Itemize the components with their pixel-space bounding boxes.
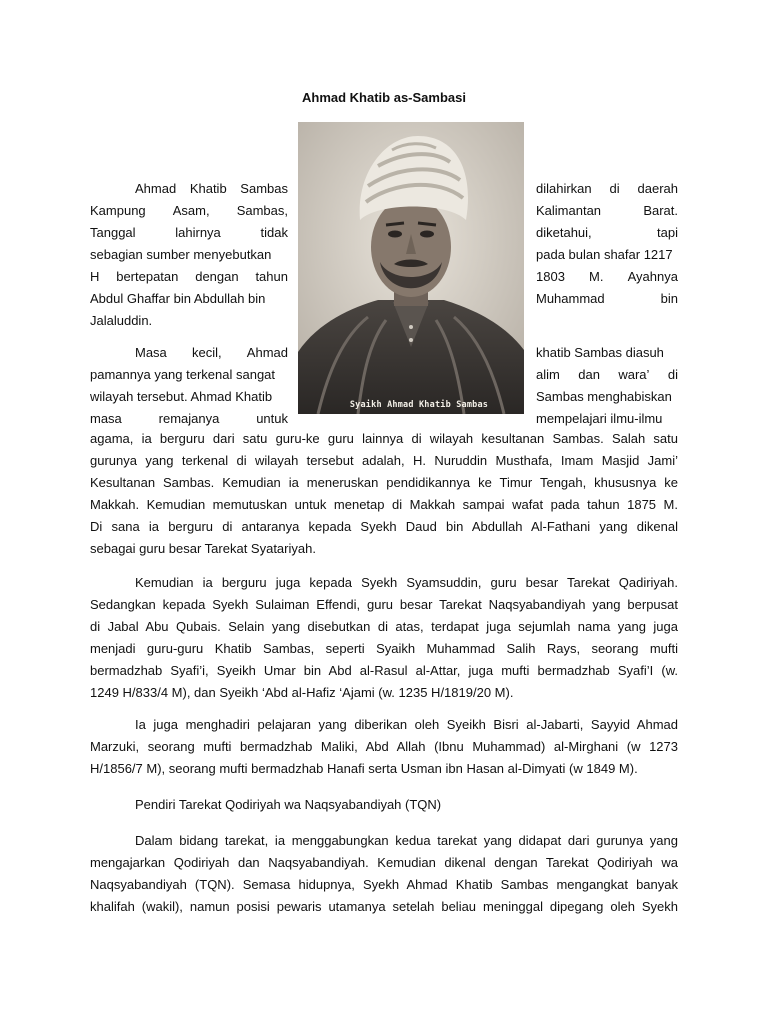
text-line bbox=[536, 266, 678, 288]
word: Abdul Ghaffar bin Abdullah bin bbox=[90, 291, 266, 306]
word: daerah bbox=[637, 181, 678, 196]
text-line bbox=[90, 386, 272, 408]
word: dilahirkan bbox=[536, 181, 592, 196]
word: pamannya yang terkenal sangat bbox=[90, 367, 276, 382]
text-line: Kemudian ia berguru juga kepada Syekh Syamsuddin, guru besar Tarekat Qadiriyah. bbox=[135, 575, 678, 590]
word: bertepatan bbox=[116, 269, 179, 284]
word: wilayah tersebut. Ahmad Khatib bbox=[90, 389, 273, 404]
text-line bbox=[90, 288, 265, 310]
text-line: khalifah (wakil), namun posisi pewaris utamanya setelah beliau meninggal dipegang oleh Syekh bbox=[90, 899, 678, 914]
word: di bbox=[667, 367, 678, 382]
word: pada bulan shafar 1217 bbox=[536, 247, 673, 262]
word: Sambas bbox=[240, 181, 288, 196]
paragraph-5 bbox=[90, 830, 678, 918]
word: di bbox=[609, 181, 620, 196]
text-line bbox=[90, 310, 152, 332]
text-line bbox=[536, 244, 673, 266]
text-line bbox=[90, 200, 288, 222]
word: alim bbox=[536, 367, 560, 382]
word: M. bbox=[589, 269, 604, 284]
paragraph-4 bbox=[90, 714, 678, 780]
word: Tanggal bbox=[90, 225, 136, 240]
word: mempelajari ilmu-ilmu bbox=[536, 411, 663, 426]
word: Kampung bbox=[90, 203, 146, 218]
text-line: bermadzhab Syafi’i, Syeikh Umar bin Abd al-Rasul al-Attar, juga mufti bermadzhab Syafi’I (w. bbox=[90, 663, 678, 678]
text-line bbox=[536, 408, 662, 430]
word: Jalaluddin. bbox=[90, 313, 153, 328]
text-line bbox=[135, 178, 288, 200]
word: 1803 bbox=[536, 269, 565, 284]
text-line bbox=[536, 364, 678, 386]
word: Asam, bbox=[172, 203, 210, 218]
portrait-photo bbox=[298, 122, 524, 414]
word: tidak bbox=[260, 225, 288, 240]
text-line: sebagai guru besar Tarekat Syatariyah. bbox=[90, 541, 316, 556]
word: Ahmad bbox=[135, 181, 177, 196]
text-line bbox=[135, 342, 288, 364]
word: sebagian sumber menyebutkan bbox=[90, 247, 272, 262]
text-line: agama, ia berguru dari satu guru-ke guru lainnya di wilayah kesultanan Sambas. Salah satu bbox=[90, 431, 678, 446]
text-line bbox=[536, 200, 678, 222]
text-line bbox=[536, 178, 678, 200]
word: Kalimantan bbox=[536, 203, 602, 218]
word: Ahmad bbox=[246, 345, 288, 360]
paragraph-2-continuation bbox=[90, 428, 678, 560]
text-line: H/1856/7 M), seorang mufti bermadzhab Hanafi serta Usman ibn Hasan al-Dimyati (w 1849 M). bbox=[90, 761, 638, 776]
text-line bbox=[536, 222, 678, 244]
text-line: Sedangkan kepada Syekh Sulaiman Effendi, guru besar Tarekat Naqsyabandiyah yang berpusat bbox=[90, 597, 678, 612]
section-subheading: Pendiri Tarekat Qodiriyah wa Naqsyabandiyah (TQN) bbox=[135, 797, 442, 812]
text-line bbox=[536, 342, 664, 364]
text-line: Kesultanan Sambas. Kemudian ia meneruskan pendidikannya ke Timur Tengah, khususnya ke bbox=[90, 475, 678, 490]
text-line bbox=[90, 244, 271, 266]
word: khatib Sambas diasuh bbox=[536, 345, 664, 360]
portrait-illustration bbox=[298, 122, 524, 414]
word: dengan bbox=[195, 269, 239, 284]
document-title: Ahmad Khatib as-Sambasi bbox=[302, 90, 466, 105]
text-line bbox=[90, 408, 288, 430]
word: Sambas, bbox=[236, 203, 288, 218]
paragraph-3 bbox=[90, 572, 678, 704]
text-line: Naqsyabandiyah (TQN). Semasa hidupnya, Syekh Ahmad Khatib Sambas mengangkat banyak bbox=[90, 877, 678, 892]
text-line: 1249 H/833/4 M), dan Syeikh ‘Abd al-Hafiz ‘Ajami (w. 1235 H/1819/20 M). bbox=[90, 685, 514, 700]
word: remajanya bbox=[158, 411, 220, 426]
word: lahirnya bbox=[175, 225, 221, 240]
text-line: Dalam bidang tarekat, ia menggabungkan kedua tarekat yang didapat dari gurunya yang bbox=[135, 833, 678, 848]
text-line: mengajarkan Qodiriyah dan Naqsyabandiyah. Kemudian dikenal dengan Tarekat Qodiriyah wa bbox=[90, 855, 678, 870]
text-line: Marzuki, seorang mufti bermadzhab Maliki, Abd Allah (Ibnu Muhammad) al-Mirghani (w 1273 bbox=[90, 739, 678, 754]
word: H bbox=[90, 269, 100, 284]
word: kecil, bbox=[191, 345, 222, 360]
photo-caption: Syaikh Ahmad Khatib Sambas bbox=[349, 400, 489, 410]
word: Masa bbox=[135, 345, 167, 360]
word: tapi bbox=[657, 225, 678, 240]
word: Barat. bbox=[643, 203, 678, 218]
text-line bbox=[90, 364, 275, 386]
word: tahun bbox=[255, 269, 288, 284]
text-line: menjadi guru-guru Khatib Sambas, seperti Syaikh Muhammad Salih Rays, seorang mufti bbox=[90, 641, 678, 656]
word: wara’ bbox=[618, 367, 650, 382]
text-line bbox=[90, 266, 288, 288]
text-line: Makkah. Kemudian memutuskan untuk menetap di Makkah sampai wafat pada tahun 1875 M. bbox=[90, 497, 678, 512]
text-line: gurunya yang terkenal di wilayah tersebut adalah, H. Nuruddin Musthafa, Imam Masjid Jami’ bbox=[90, 453, 678, 468]
text-line: di Jabal Abu Qubais. Selain yang disebutkan di atas, terdapat juga sejumlah nama yang juga bbox=[90, 619, 678, 634]
word: Ayahnya bbox=[627, 269, 678, 284]
word: Khatib bbox=[189, 181, 227, 196]
word: Sambas menghabiskan bbox=[536, 389, 672, 404]
word: dan bbox=[578, 367, 600, 382]
word: diketahui, bbox=[536, 225, 592, 240]
word: Muhammad bbox=[536, 291, 605, 306]
text-line: Di sana ia berguru di antaranya kepada Syekh Daud bin Abdullah Al-Fathani yang dikenal bbox=[90, 519, 678, 534]
text-line bbox=[536, 386, 672, 408]
text-line: Ia juga menghadiri pelajaran yang diberikan oleh Syeikh Bisri al-Jabarti, Sayyid Ahmad bbox=[135, 717, 678, 732]
word: masa bbox=[90, 411, 122, 426]
word: bin bbox=[660, 291, 678, 306]
text-line bbox=[90, 222, 288, 244]
word: untuk bbox=[256, 411, 288, 426]
text-line bbox=[536, 288, 678, 310]
